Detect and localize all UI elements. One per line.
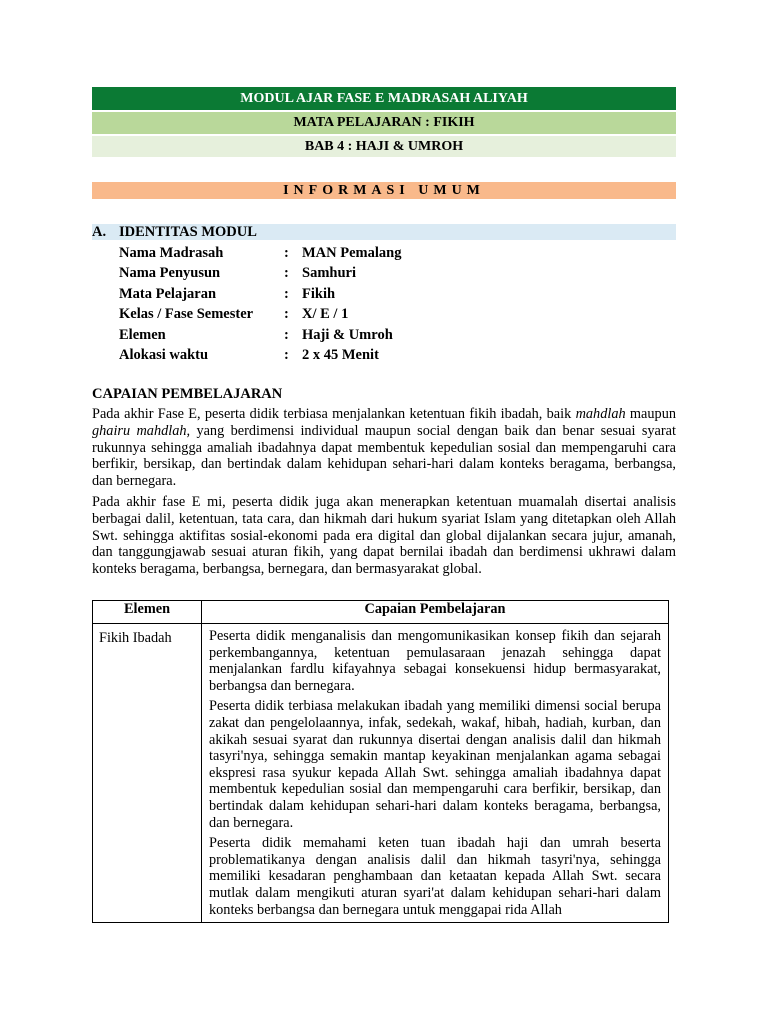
identity-separator: : bbox=[284, 346, 289, 363]
identity-separator: : bbox=[284, 265, 289, 282]
identity-separator: : bbox=[284, 285, 289, 302]
identity-label: Alokasi waktu bbox=[119, 346, 209, 363]
identity-value: Samhuri bbox=[302, 265, 356, 282]
identity-value: X/ E / 1 bbox=[302, 306, 349, 323]
identity-row bbox=[119, 345, 619, 365]
learning-outcomes-table bbox=[92, 600, 669, 923]
identity-separator: : bbox=[284, 326, 289, 343]
table-row bbox=[93, 624, 669, 923]
identity-label: Elemen bbox=[119, 326, 166, 343]
identity-label: Mata Pelajaran bbox=[119, 285, 217, 302]
identity-row bbox=[119, 325, 619, 345]
identity-section-header bbox=[92, 224, 676, 240]
identity-separator: : bbox=[284, 306, 289, 323]
identity-separator: : bbox=[284, 245, 289, 261]
learning-outcomes-title: CAPAIAN PEMBELAJARAN bbox=[92, 386, 283, 402]
identity-row bbox=[119, 243, 619, 263]
table-header-row bbox=[93, 601, 669, 624]
identity-label: Kelas / Fase Semester bbox=[119, 306, 254, 323]
outcome-paragraph: Peserta didik memahami keten tuan ibadah haji dan umrah beserta problematikanya dengan analisis dalil dan hikmah tasyri'nya, sehingga memiliki kesadaran penghambaan dan ketaatan kepada Allah Swt. secara mutlak dalam mengikuti aturan syari'at dalam kehidupan sehari-hari dalam konteks berbangsa dan bernegara untuk menggapai rida Allah bbox=[209, 835, 661, 918]
general-info-banner: INFORMASI UMUM bbox=[92, 182, 676, 199]
identity-value: 2 x 45 Menit bbox=[302, 346, 379, 363]
column-header-element: Elemen bbox=[93, 601, 202, 624]
element-cell: Fikih Ibadah bbox=[93, 624, 202, 923]
module-title-banner: MODUL AJAR FASE E MADRASAH ALIYAH bbox=[92, 87, 676, 110]
identity-label: Nama Penyusun bbox=[119, 265, 221, 282]
identity-value: MAN Pemalang bbox=[302, 245, 402, 261]
learning-outcomes-paragraph-1: Pada akhir Fase E, peserta didik terbiasa menjalankan ketentuan fikih ibadah, baik mahdlah maupun ghairu mahdlah, yang berdimensi individual maupun social dengan baik dan benar sesuai syarat rukunnya sehingga amaliah ibadahnya dapat membentuk kepedulian sosial dan mempengaruhi cara berfikir, bersikap, dan bertindak dalam kehidupan sehari-hari dalam konteks beragama, berbangsa, dan bernegara. bbox=[92, 406, 676, 490]
identity-row bbox=[119, 284, 619, 304]
column-header-outcome: Capaian Pembelajaran bbox=[202, 601, 669, 624]
identity-row bbox=[119, 304, 619, 324]
identity-row bbox=[119, 263, 619, 283]
outcome-paragraph: Peserta didik menganalisis dan mengomunikasikan konsep fikih dan sejarah perkembangannya, ketentuan pemulasaraan jenazah sehingga dapat menjalankan fardlu kifayahnya sebagai konsekuensi hidup bermasyarakat, berbangsa dan bernegara. bbox=[209, 628, 661, 694]
identity-value: Haji & Umroh bbox=[302, 326, 393, 343]
learning-outcomes-paragraph-2: Pada akhir fase E mi, peserta didik juga akan menerapkan ketentuan muamalah disertai analisis berbagai dalil, ketentuan, tata cara, dan hikmah dari hukum syariat Islam yang ditetapkan oleh Allah Swt. sehingga aktifitas sosial-ekonomi pada era digital dan global dijalankan secara jujur, amanah, dan tanggungjawab sesuai aturan fikih, yang dapat bernilai ibadah dan berdimensi ukhrawi dalam konteks beragama, berbangsa, bernegara, dan bermasyarakat global. bbox=[92, 494, 676, 578]
section-letter: A. bbox=[92, 224, 107, 240]
identity-list bbox=[119, 243, 619, 365]
section-title: IDENTITAS MODUL bbox=[119, 224, 257, 240]
chapter-banner: BAB 4 : HAJI & UMROH bbox=[92, 136, 676, 157]
identity-value: Fikih bbox=[302, 285, 336, 302]
identity-label: Nama Madrasah bbox=[119, 245, 224, 261]
subject-banner: MATA PELAJARAN : FIKIH bbox=[92, 112, 676, 134]
outcome-cell bbox=[202, 624, 669, 923]
outcome-paragraph: Peserta didik terbiasa melakukan ibadah yang memiliki dimensi social berupa zakat dan pengelolaannya, infak, sedekah, wakaf, hibah, hadiah, kurban, dan akikah sesuai syarat dan rukunnya disertai dengan analisis dalil dan hikmah tasyri'nya, sehingga semakin mantap keyakinan menjalankan agama sebagai ekspresi rasa syukur kepada Allah Swt. sehingga amaliah ibadahnya dapat membentuk kepedulian sosial dan mempengaruhi cara berfikir, bersikap, dan bertindak dalam kehidupan sehari-hari dalam konteks beragama, berbangsa, dan bernegara. bbox=[209, 698, 661, 831]
